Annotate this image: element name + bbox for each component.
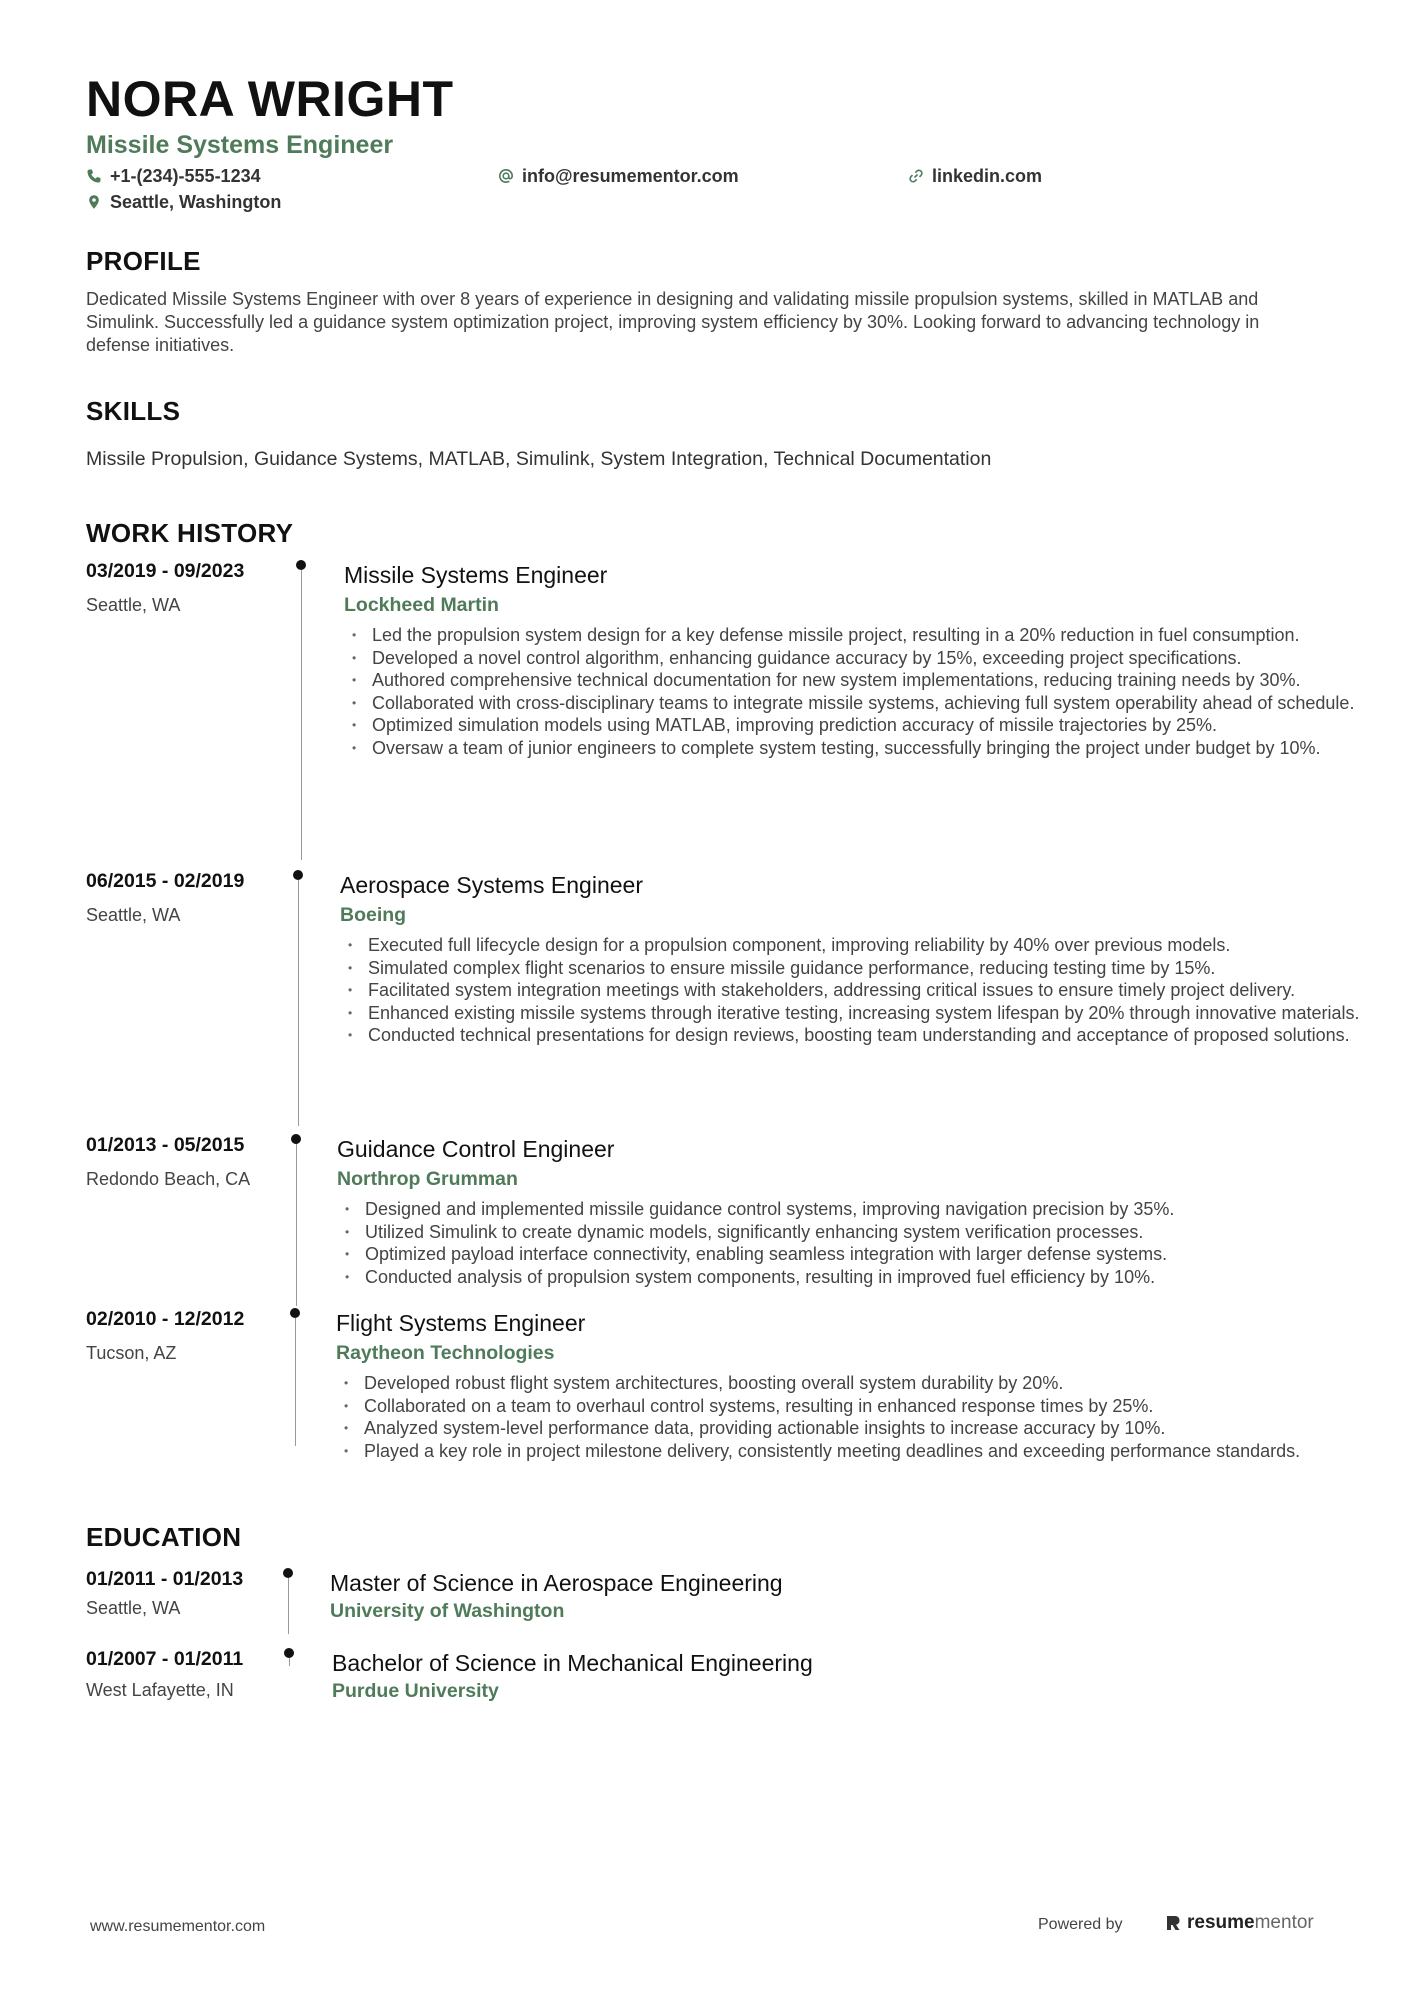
candidate-name: NORA WRIGHT — [86, 71, 454, 127]
timeline-line — [295, 1318, 296, 1446]
skills-heading: SKILLS — [86, 396, 181, 426]
education-dates: 01/2007 - 01/2011 — [86, 1648, 244, 1670]
job-location: Redondo Beach, CA — [86, 1169, 251, 1189]
location-text: Seattle, Washington — [110, 192, 282, 212]
timeline-dot — [296, 560, 306, 570]
job-bullet: • Oversaw a team of junior engineers to complete system testing, successfully bringing the project under budget by 10%. — [344, 737, 1410, 760]
at-sign-icon — [498, 168, 514, 184]
phone-contact — [86, 164, 261, 188]
job-company: Northrop Grumman — [337, 1168, 518, 1190]
job-bullet: • Collaborated on a team to overhaul control systems, resulting in enhanced response times by 25%. — [336, 1395, 1410, 1418]
timeline-dot — [283, 1568, 293, 1578]
timeline-dot — [293, 870, 303, 880]
education-body — [332, 1648, 1410, 1704]
education-degree: Bachelor of Science in Mechanical Engineering — [332, 1650, 813, 1676]
education-dates: 01/2011 - 01/2013 — [86, 1568, 244, 1590]
resumementor-logo-icon — [1165, 1914, 1181, 1932]
education-body — [330, 1568, 1410, 1624]
job-bullet: • Simulated complex flight scenarios to ensure missile guidance performance, reducing testing time by 15%. — [340, 957, 1410, 980]
education-entry — [86, 1568, 1336, 1648]
resume-header — [86, 70, 1326, 214]
job-entry — [86, 560, 1355, 860]
job-bullets — [336, 1372, 1410, 1462]
job-body — [344, 560, 1410, 760]
timeline-line — [296, 1144, 297, 1306]
job-dates: 03/2019 - 09/2023 — [86, 560, 245, 582]
contact-row-1 — [86, 164, 1326, 188]
education-heading: EDUCATION — [86, 1522, 242, 1552]
job-dates: 02/2010 - 12/2012 — [86, 1308, 245, 1330]
job-title: Missile Systems Engineer — [344, 562, 608, 588]
job-bullet: • Analyzed system-level performance data, providing actionable insights to increase accuracy by 10%. — [336, 1417, 1410, 1440]
job-location: Tucson, AZ — [86, 1343, 177, 1363]
job-bullet: • Conducted technical presentations for design reviews, boosting team understanding and acceptance of proposed solutions. — [340, 1024, 1410, 1047]
job-location: Seattle, WA — [86, 905, 181, 925]
timeline-line — [301, 570, 302, 860]
job-bullet: • Facilitated system integration meetings with stakeholders, addressing critical issues to ensure timely project delivery. — [340, 979, 1410, 1002]
job-entry — [86, 870, 1360, 1126]
timeline-dot — [291, 1134, 301, 1144]
job-company: Lockheed Martin — [344, 594, 499, 616]
job-location: Seattle, WA — [86, 595, 181, 615]
job-company: Raytheon Technologies — [336, 1342, 555, 1364]
profile-heading: PROFILE — [86, 246, 201, 276]
brand-bold-text: resume — [1187, 1912, 1255, 1933]
job-bullet: • Developed a novel control algorithm, enhancing guidance accuracy by 15%, exceeding project specifications. — [344, 647, 1410, 670]
job-bullet: • Conducted analysis of propulsion system components, resulting in improved fuel efficiency by 10%. — [337, 1266, 1410, 1289]
job-bullet: • Led the propulsion system design for a key defense missile project, resulting in a 20% reduction in fuel consumption. — [344, 624, 1410, 647]
job-entry — [86, 1134, 1336, 1306]
skills-text: Missile Propulsion, Guidance Systems, MATLAB, Simulink, System Integration, Technical Documentation — [86, 448, 992, 470]
job-bullet: • Played a key role in project milestone delivery, consistently meeting deadlines and exceeding performance standards. — [336, 1440, 1410, 1463]
linkedin-url: linkedin.com — [932, 166, 1043, 186]
job-entry — [86, 1308, 1336, 1488]
job-bullet: • Executed full lifecycle design for a propulsion component, improving reliability by 40% over previous models. — [340, 934, 1410, 957]
location-pin-icon — [86, 194, 102, 210]
work-history-heading: WORK HISTORY — [86, 518, 294, 548]
timeline-dot — [284, 1648, 294, 1658]
footer-website-link[interactable]: www.resumementor.com — [90, 1918, 266, 1935]
job-bullet: • Authored comprehensive technical documentation for new system implementations, reducing training needs by 30%. — [344, 669, 1410, 692]
phone-number: +1-(234)-555-1234 — [110, 166, 261, 186]
job-bullet: • Enhanced existing missile systems through iterative testing, increasing system lifespan by 20% through innovative materials. — [340, 1002, 1410, 1025]
job-bullets — [340, 934, 1410, 1047]
job-body — [337, 1134, 1410, 1288]
job-bullet: • Collaborated with cross-disciplinary teams to integrate missile systems, achieving full system operability ahead of schedule. — [344, 692, 1410, 715]
education-school: University of Washington — [330, 1600, 565, 1622]
footer-powered-by: Powered by — [1038, 1916, 1123, 1933]
timeline-line — [289, 1658, 290, 1666]
education-location: Seattle, WA — [86, 1598, 181, 1618]
job-body — [336, 1308, 1410, 1462]
phone-icon — [86, 168, 102, 184]
footer-brand-logo[interactable] — [1165, 1912, 1314, 1934]
job-company: Boeing — [340, 904, 407, 926]
job-body — [340, 870, 1410, 1047]
job-bullet: • Designed and implemented missile guidance control systems, improving navigation precision by 35%. — [337, 1198, 1410, 1221]
timeline-dot — [290, 1308, 300, 1318]
job-bullet: • Utilized Simulink to create dynamic models, significantly enhancing system verification processes. — [337, 1221, 1410, 1244]
job-bullets — [344, 624, 1410, 760]
brand-light-text: mentor — [1254, 1912, 1314, 1933]
education-location: West Lafayette, IN — [86, 1680, 234, 1700]
job-title: Flight Systems Engineer — [336, 1310, 586, 1336]
job-bullets — [337, 1198, 1410, 1288]
job-bullet: • Optimized payload interface connectivity, enabling seamless integration with larger defense systems. — [337, 1243, 1410, 1266]
job-title: Aerospace Systems Engineer — [340, 872, 643, 898]
contact-row-2 — [86, 190, 1326, 214]
profile-text: Dedicated Missile Systems Engineer with over 8 years of experience in designing and validating missile propulsion systems, skilled in MATLAB and Simulink. Successfully led a guidance system optimization project, improving system efficiency by 30%. Looking forward to advancing technology in defense initiatives. — [86, 289, 1260, 355]
education-school: Purdue University — [332, 1680, 499, 1702]
link-icon — [908, 168, 924, 184]
education-entry — [86, 1648, 1336, 1728]
job-bullet: • Optimized simulation models using MATLAB, improving prediction accuracy of missile trajectories by 25%. — [344, 714, 1410, 737]
email-contact[interactable] — [498, 164, 739, 188]
job-dates: 01/2013 - 05/2015 — [86, 1134, 245, 1156]
linkedin-contact[interactable] — [908, 164, 1042, 188]
location-contact — [86, 190, 281, 214]
job-dates: 06/2015 - 02/2019 — [86, 870, 245, 892]
timeline-line — [288, 1578, 289, 1634]
job-title: Guidance Control Engineer — [337, 1136, 615, 1162]
timeline-line — [298, 880, 299, 1126]
job-bullet: • Developed robust flight system architectures, boosting overall system durability by 20%. — [336, 1372, 1410, 1395]
education-degree: Master of Science in Aerospace Engineering — [330, 1570, 783, 1596]
candidate-title: Missile Systems Engineer — [86, 131, 394, 159]
email-address: info@resumementor.com — [522, 166, 739, 186]
